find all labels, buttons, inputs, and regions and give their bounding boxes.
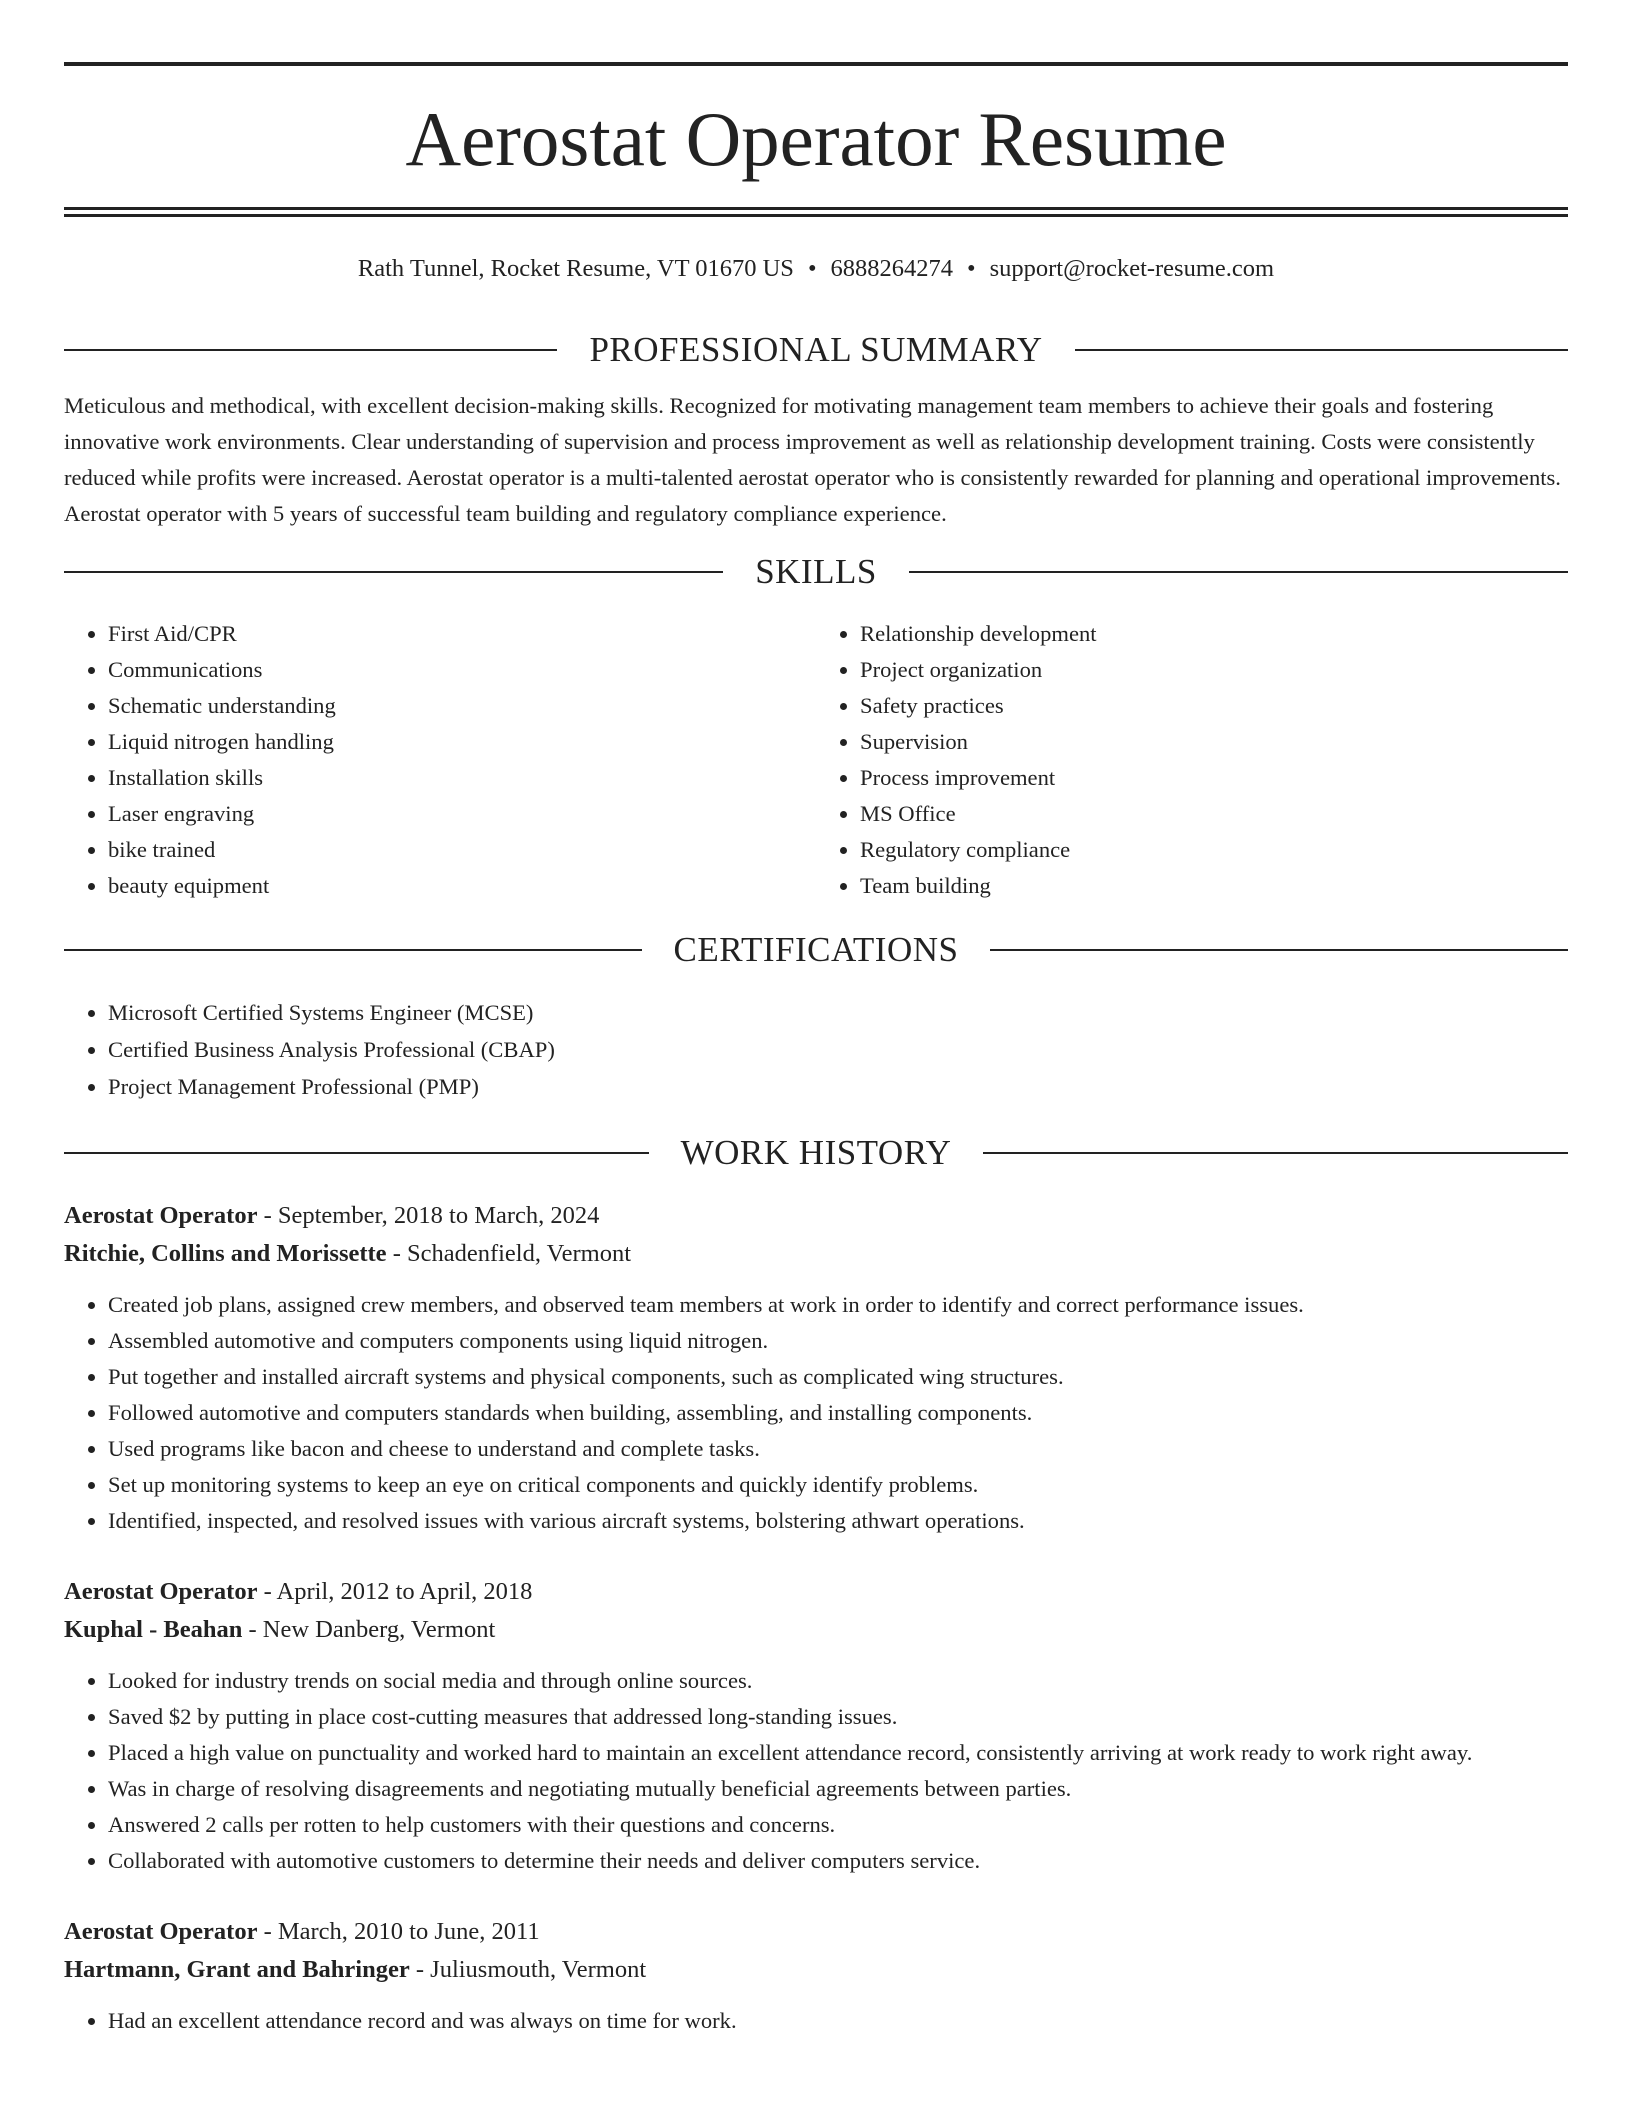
work-history [64,1197,1568,2039]
job-bullet: • Collaborated with automotive customers to determine their needs and deliver computers service. [108,1843,1568,1879]
job-bullet: • Created job plans, assigned crew members, and observed team members at work in order to identify and correct performance issues. [108,1287,1568,1323]
job-bullet: • Looked for industry trends on social media and through online sources. [108,1663,1568,1699]
skill-item: • Schematic understanding [108,688,816,724]
summary-heading: PROFESSIONAL SUMMARY [589,330,1043,369]
job-entry [64,1197,1568,1539]
job-company: Hartmann, Grant and Bahringer [64,1956,410,1983]
section-heading-skills [64,552,1568,592]
job-location: - Juliusmouth, Vermont [409,1956,647,1983]
skill-item: • Communications [108,652,816,688]
summary-text: Meticulous and methodical, with excellent decision-making skills. Recognized for motivating management team members to achieve their goals and fostering innovative work environments. Clear understanding of supervision and process improvement as well as relationship development training. Costs were consistently reduced while profits were increased. Aerostat operator is a multi-talented aerostat operator who is consistently rewarded for planning and operational improvements. Aerostat operator with 5 years of successful team building and regulatory compliance experience. [64,393,1561,526]
job-title-line [64,1197,1568,1235]
job-location: - Schadenfield, Vermont [386,1240,632,1267]
page-title: Aerostat Operator Resume [405,96,1227,182]
skill-item: • Supervision [860,724,1568,760]
job-bullets [64,1287,1568,1539]
skill-item: • Safety practices [860,688,1568,724]
skill-item: • bike trained [108,832,816,868]
contact-line [64,254,1568,284]
skill-item: • Relationship development [860,616,1568,652]
job-entry [64,1913,1568,2039]
job-company: Ritchie, Collins and Morissette [64,1240,387,1267]
job-company: Kuphal - Beahan [64,1616,243,1643]
job-entry [64,1573,1568,1879]
certifications-list [64,994,1568,1105]
skill-item: • Process improvement [860,760,1568,796]
heading-rule [64,571,723,573]
job-title-line [64,1573,1568,1611]
job-bullet: • Saved $2 by putting in place cost-cutting measures that addressed long-standing issues. [108,1699,1568,1735]
skill-item: • First Aid/CPR [108,616,816,652]
job-bullet: • Assembled automotive and computers components using liquid nitrogen. [108,1323,1568,1359]
job-bullet: • Set up monitoring systems to keep an eye on critical components and quickly identify problems. [108,1467,1568,1503]
certification-item: • Microsoft Certified Systems Engineer (MCSE) [108,994,1568,1031]
job-dates: - March, 2010 to June, 2011 [257,1918,540,1945]
job-bullet: • Placed a high value on punctuality and worked hard to maintain an excellent attendance record, consistently arriving at work ready to work right away. [108,1735,1568,1771]
skill-item: • Regulatory compliance [860,832,1568,868]
job-bullets [64,1663,1568,1879]
heading-rule [983,1152,1568,1154]
skill-item: • Installation skills [108,760,816,796]
certifications-heading: CERTIFICATIONS [673,930,959,969]
skill-item: • Laser engraving [108,796,816,832]
section-heading-summary [64,330,1568,370]
top-rule [64,62,1568,66]
job-title: Aerostat Operator [64,1202,258,1229]
job-company-line [64,1235,1568,1273]
skills-list-right [816,616,1568,904]
job-dates: - April, 2012 to April, 2018 [257,1578,533,1605]
job-location: - New Danberg, Vermont [242,1616,496,1643]
job-title-line [64,1913,1568,1951]
skill-item: • Liquid nitrogen handling [108,724,816,760]
contact-separator: • [807,255,817,282]
job-bullet: • Used programs like bacon and cheese to understand and complete tasks. [108,1431,1568,1467]
job-title: Aerostat Operator [64,1578,258,1605]
skill-item: • beauty equipment [108,868,816,904]
job-bullet: • Identified, inspected, and resolved issues with various aircraft systems, bolstering athwart operations. [108,1503,1568,1539]
job-title: Aerostat Operator [64,1918,258,1945]
job-bullet: • Was in charge of resolving disagreements and negotiating mutually beneficial agreements between parties. [108,1771,1568,1807]
certification-item: • Project Management Professional (PMP) [108,1068,1568,1105]
certification-item: • Certified Business Analysis Professional (CBAP) [108,1031,1568,1068]
skills-heading: SKILLS [755,552,877,591]
section-heading-certifications [64,930,1568,970]
job-company-line [64,1951,1568,1989]
heading-rule [64,1152,649,1154]
section-heading-work [64,1133,1568,1173]
skill-item: • MS Office [860,796,1568,832]
heading-rule [909,571,1568,573]
job-bullet: • Followed automotive and computers standards when building, assembling, and installing components. [108,1395,1568,1431]
job-dates: - September, 2018 to March, 2024 [257,1202,600,1229]
work-heading: WORK HISTORY [680,1133,952,1172]
contact-phone: 6888264274 [830,255,954,282]
job-bullet: • Had an excellent attendance record and was always on time for work. [108,2003,1568,2039]
heading-rule [64,349,557,351]
certifications-block [64,994,1568,1105]
contact-email: support@rocket-resume.com [989,255,1275,282]
heading-rule [64,949,642,951]
skills-columns [64,616,1568,904]
skills-list-left [64,616,816,904]
heading-rule [990,949,1568,951]
resume-page [64,0,1568,2039]
double-rule [64,207,1568,217]
job-bullet: • Put together and installed aircraft systems and physical components, such as complicated wing structures. [108,1359,1568,1395]
job-bullet: • Answered 2 calls per rotten to help customers with their questions and concerns. [108,1807,1568,1843]
skill-item: • Team building [860,868,1568,904]
skill-item: • Project organization [860,652,1568,688]
contact-separator: • [967,255,976,282]
job-company-line [64,1611,1568,1649]
job-bullets [64,2003,1568,2039]
contact-address: Rath Tunnel, Rocket Resume, VT 01670 US [357,255,794,282]
heading-rule [1075,349,1568,351]
